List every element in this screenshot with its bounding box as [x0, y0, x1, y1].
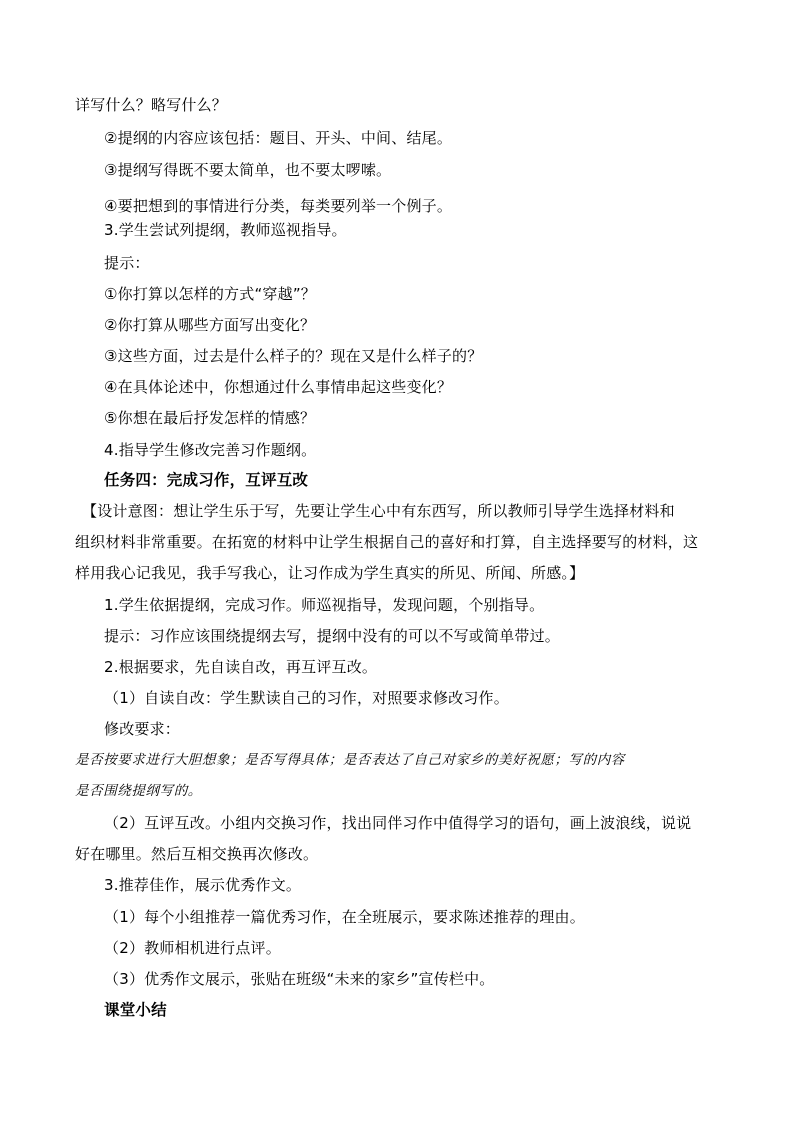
text-line: ③这些方面，过去是什么样子的？现在又是什么样子的？ — [104, 347, 483, 365]
text-line: 组织材料非常重要。在拓宽的材料中让学生根据自己的喜好和打算，自主选择要写的材料，这 — [75, 533, 699, 551]
text-line: 是否围绕提纲写的。 — [75, 783, 202, 799]
text-line: 提示：习作应该围绕提纲去写，提纲中没有的可以不写或简单带过。 — [104, 627, 561, 645]
text-line: ④在具体论述中，你想通过什么事情串起这些变化？ — [104, 378, 453, 396]
text-line: ③提纲写得既不要太简单，也不要太啰嗦。 — [104, 161, 392, 179]
text-line: （3）优秀作文展示，张贴在班级“未来的家乡”宣传栏中。 — [104, 970, 495, 988]
text-line: 2.根据要求，先自读自改，再互评互改。 — [104, 658, 378, 676]
text-line: ②你打算从哪些方面写出变化？ — [104, 316, 316, 334]
text-line: 是否按要求进行大胆想象；是否写得具体；是否表达了自己对家乡的美好祝愿；写的内容 — [75, 752, 625, 768]
text-line: 好在哪里。然后互相交换再次修改。 — [75, 845, 319, 863]
text-line: 4.指导学生修改完善习作题纲。 — [104, 441, 317, 459]
text-line: 修改要求： — [104, 720, 181, 738]
text-line: 样用我心记我见，我手写我心，让习作成为学生真实的所见、所闻、所感。】 — [75, 564, 585, 582]
text-line: （2）互评互改。小组内交换习作，找出同伴习作中值得学习的语句，画上波浪线，说说 — [104, 814, 692, 832]
text-line: ④要把想到的事情进行分类，每类要列举一个例子。 — [104, 197, 453, 215]
section-heading: 任务四：完成习作，互评互改 — [104, 471, 309, 489]
text-line: （2）教师相机进行点评。 — [104, 939, 281, 957]
text-line: ⑤你想在最后抒发怎样的情感？ — [104, 409, 316, 427]
section-heading: 课堂小结 — [104, 1001, 167, 1019]
text-line: 【设计意图：想让学生乐于写，先要让学生心中有东西写，所以教师引导学生选择材料和 — [82, 502, 675, 520]
text-line: 3.推荐佳作，展示优秀作文。 — [104, 876, 302, 894]
text-line: ①你打算以怎样的方式“穿越”？ — [104, 285, 316, 303]
text-line: 1.学生依据提纲，完成习作。师巡视指导，发现问题，个别指导。 — [104, 596, 545, 614]
text-line: ②提纲的内容应该包括：题目、开头、中间、结尾。 — [104, 129, 453, 147]
text-line: 详写什么？略写什么？ — [75, 96, 228, 114]
text-line: 3.学生尝试列提纲，教师巡视指导。 — [104, 221, 347, 239]
text-line: （1）每个小组推荐一篇优秀习作，在全班展示，要求陈述推荐的理由。 — [104, 908, 585, 926]
text-line: （1）自读自改：学生默读自己的习作，对照要求修改习作。 — [104, 689, 509, 707]
text-line: 提示： — [104, 254, 150, 272]
